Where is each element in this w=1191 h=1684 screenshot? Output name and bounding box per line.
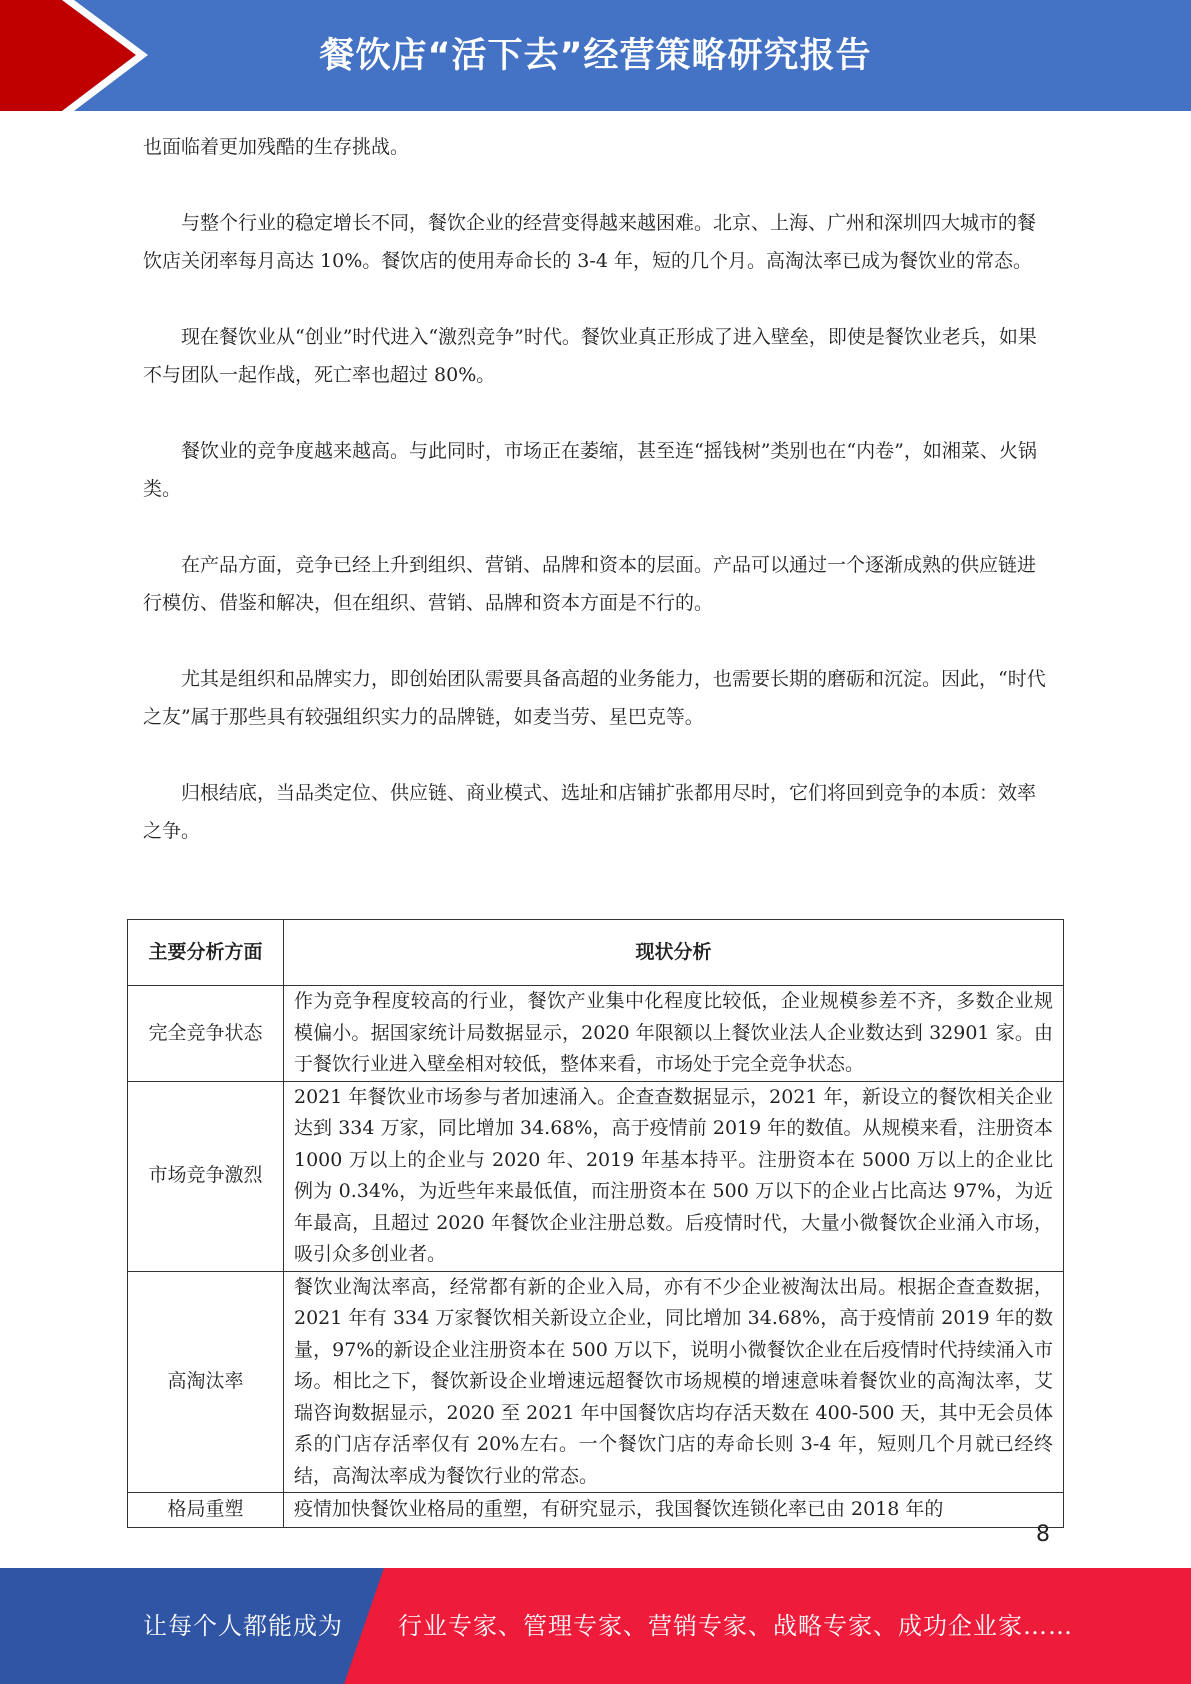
- page-header: [0, 0, 1191, 111]
- paragraph: 归根结底，当品类定位、供应链、商业模式、选址和店铺扩张都用尽时，它们将回到竞争的本质：效率之争。: [143, 782, 1037, 842]
- row-aspect: 市场竞争激烈: [128, 1081, 284, 1271]
- row-analysis: 餐饮业淘汰率高，经常都有新的企业入局，亦有不少企业被淘汰出局。根据企查查数据，2021 年有 334 万家餐饮相关新设立企业，同比增加 34.68%，高于疫情前 2019 年的数量，97%的新设企业注册资本在 500 万以下，说明小微餐饮企业在后疫情时代持续涌入市场。相比之下，餐饮新设企业增速远超餐饮市场规模的增速意味着餐饮业的高淘汰率，艾瑞咨询数据显示，2020 至 2021 年中国餐饮店均存活天数在 400-500 天，其中无会员体系的门店存活率仅有 20%左右。一个餐饮门店的寿命长则 3-4 年，短则几个月就已经终结，高淘汰率成为餐饮行业的常态。: [284, 1271, 1064, 1493]
- row-aspect: 高淘汰率: [128, 1271, 284, 1493]
- footer-slogan-left: 让每个人都能成为: [143, 1612, 343, 1640]
- row-aspect: 格局重塑: [128, 1493, 284, 1528]
- column-header-aspect: 主要分析方面: [128, 920, 284, 986]
- table-row: [128, 1271, 1064, 1493]
- report-title: 餐饮店“活下去”经营策略研究报告: [319, 36, 872, 76]
- paragraph: 尤其是组织和品牌实力，即创始团队需要具备高超的业务能力，也需要长期的磨砺和沉淀。因此，“时代之友”属于那些具有较强组织实力的品牌链，如麦当劳、星巴克等。: [143, 668, 1046, 728]
- analysis-table: [127, 919, 1064, 1528]
- paragraph: 与整个行业的稳定增长不同，餐饮企业的经营变得越来越困难。北京、上海、广州和深圳四大城市的餐饮店关闭率每月高达 10%。餐饮店的使用寿命长的 3-4 年，短的几个月。高淘汰率已成为餐饮业的常态。: [143, 212, 1037, 272]
- paragraph: 在产品方面，竞争已经上升到组织、营销、品牌和资本的层面。产品可以通过一个逐渐成熟的供应链进行模仿、借鉴和解决，但在组织、营销、品牌和资本方面是不行的。: [143, 554, 1037, 614]
- body-text: [143, 128, 1048, 888]
- row-analysis: 作为竞争程度较高的行业，餐饮产业集中化程度比较低，企业规模参差不齐，多数企业规模偏小。据国家统计局数据显示，2020 年限额以上餐饮业法人企业数达到 32901 家。由于餐饮行业进入壁垒相对较低，整体来看，市场处于完全竞争状态。: [284, 986, 1064, 1082]
- table-row: [128, 986, 1064, 1082]
- row-analysis: 疫情加快餐饮业格局的重塑，有研究显示，我国餐饮连锁化率已由 2018 年的: [284, 1493, 1064, 1528]
- row-aspect: 完全竞争状态: [128, 986, 284, 1082]
- column-header-analysis: 现状分析: [284, 920, 1064, 986]
- paragraph: 餐饮业的竞争度越来越高。与此同时，市场正在萎缩，甚至连“摇钱树”类别也在“内卷”，如湘菜、火锅类。: [143, 440, 1037, 500]
- page-number: 8: [1036, 1522, 1050, 1547]
- paragraph: 也面临着更加残酷的生存挑战。: [143, 136, 410, 158]
- table-row: [128, 1493, 1064, 1528]
- table-row: [128, 1081, 1064, 1271]
- table-header-row: [128, 920, 1064, 986]
- page-footer: [0, 1568, 1191, 1684]
- footer-slogan-right: 行业专家、管理专家、营销专家、战略专家、成功企业家……: [398, 1612, 1073, 1640]
- paragraph: 现在餐饮业从“创业”时代进入“激烈竞争”时代。餐饮业真正形成了进入壁垒，即使是餐饮业老兵，如果不与团队一起作战，死亡率也超过 80%。: [143, 326, 1037, 386]
- row-analysis: 2021 年餐饮业市场参与者加速涌入。企查查数据显示，2021 年，新设立的餐饮相关企业达到 334 万家，同比增加 34.68%，高于疫情前 2019 年的数值。从规模来看，注册资本 1000 万以上的企业与 2020 年、2019 年基本持平。注册资本在 5000 万以上的企业比例为 0.34%，为近些年来最低值，而注册资本在 500 万以下的企业占比高达 97%，为近年最高，且超过 2020 年餐饮企业注册总数。后疫情时代，大量小微餐饮企业涌入市场，吸引众多创业者。: [284, 1081, 1064, 1271]
